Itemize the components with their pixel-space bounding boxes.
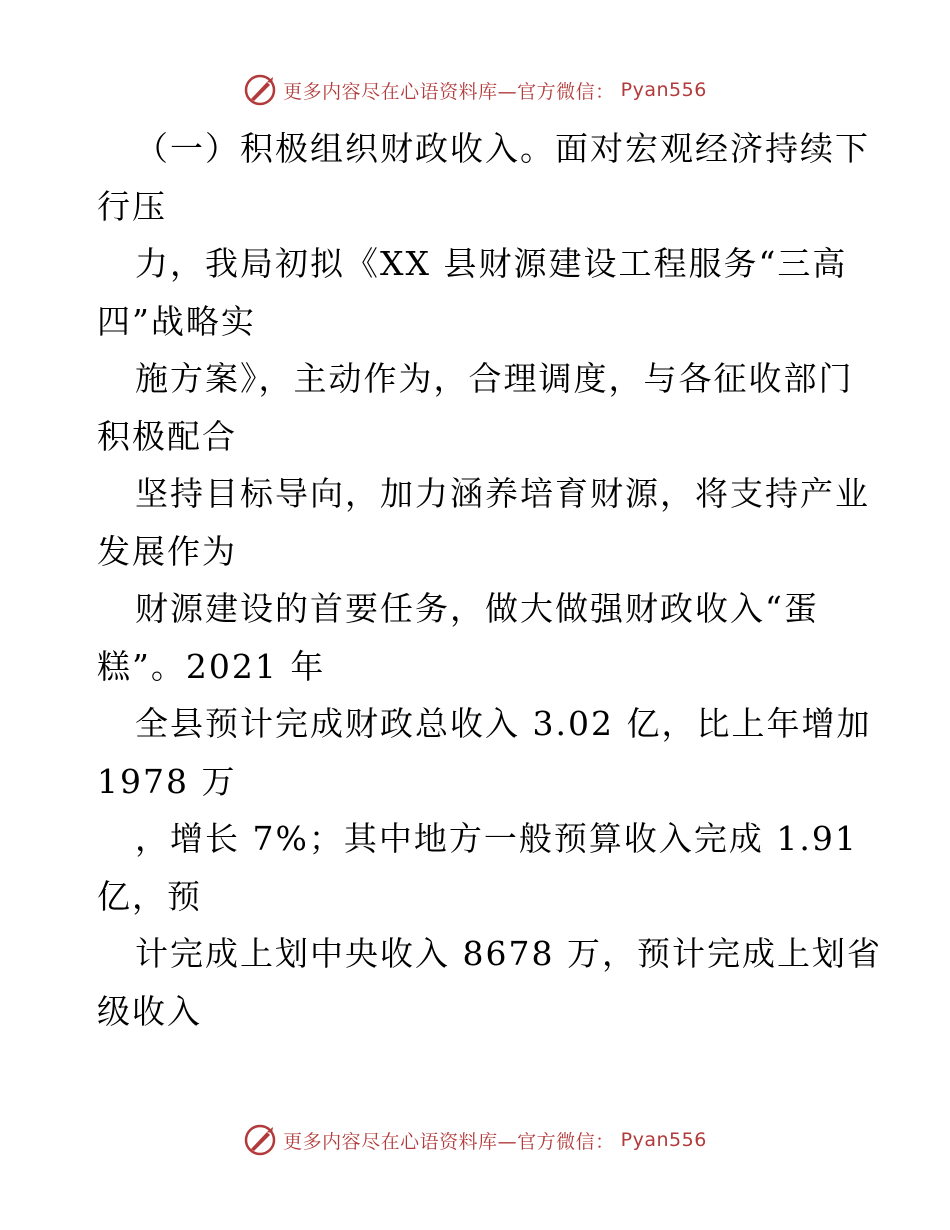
- quill-logo-icon: [243, 73, 277, 107]
- wechat-id: Pyan556: [620, 1129, 707, 1151]
- text-line: 发展作为: [97, 531, 237, 571]
- document-body: [97, 120, 882, 1040]
- banner-text: 更多内容尽在心语资料库—官方微信：: [283, 80, 615, 103]
- text-line: ，增长 7%；其中地方一般预算收入完成 1.91: [135, 819, 858, 858]
- text-line: 全县预计完成财政总收入 3.02 亿，比上年增加: [135, 704, 872, 743]
- text-line: 行压: [97, 186, 167, 226]
- text-line: 力，我局初拟《XX 县财源建设工程服务“三高: [135, 244, 848, 283]
- quill-logo-icon: [243, 1123, 277, 1157]
- text-line: 糕”。2021 年: [97, 646, 326, 686]
- text-line: 财源建设的首要任务，做大做强财政收入“蛋: [135, 589, 819, 628]
- text-line: 1978 万: [97, 761, 237, 801]
- header-banner: [0, 70, 950, 110]
- text-line: 四”战略实: [97, 301, 256, 341]
- banner-text: 更多内容尽在心语资料库—官方微信：: [283, 1130, 615, 1153]
- text-line: 坚持目标导向，加力涵养培育财源，将支持产业: [135, 474, 870, 513]
- text-line: 计完成上划中央收入 8678 万，预计完成上划省: [135, 934, 882, 973]
- text-line: 亿，预: [97, 876, 202, 916]
- text-line: （一）积极组织财政收入。面对宏观经济持续下: [135, 129, 870, 168]
- text-line: 施方案》，主动作为，合理调度，与各征收部门: [135, 359, 854, 398]
- footer-banner: [0, 1120, 950, 1160]
- text-line: 积极配合: [97, 416, 237, 456]
- text-line: 级收入: [97, 991, 202, 1031]
- wechat-id: Pyan556: [620, 79, 707, 101]
